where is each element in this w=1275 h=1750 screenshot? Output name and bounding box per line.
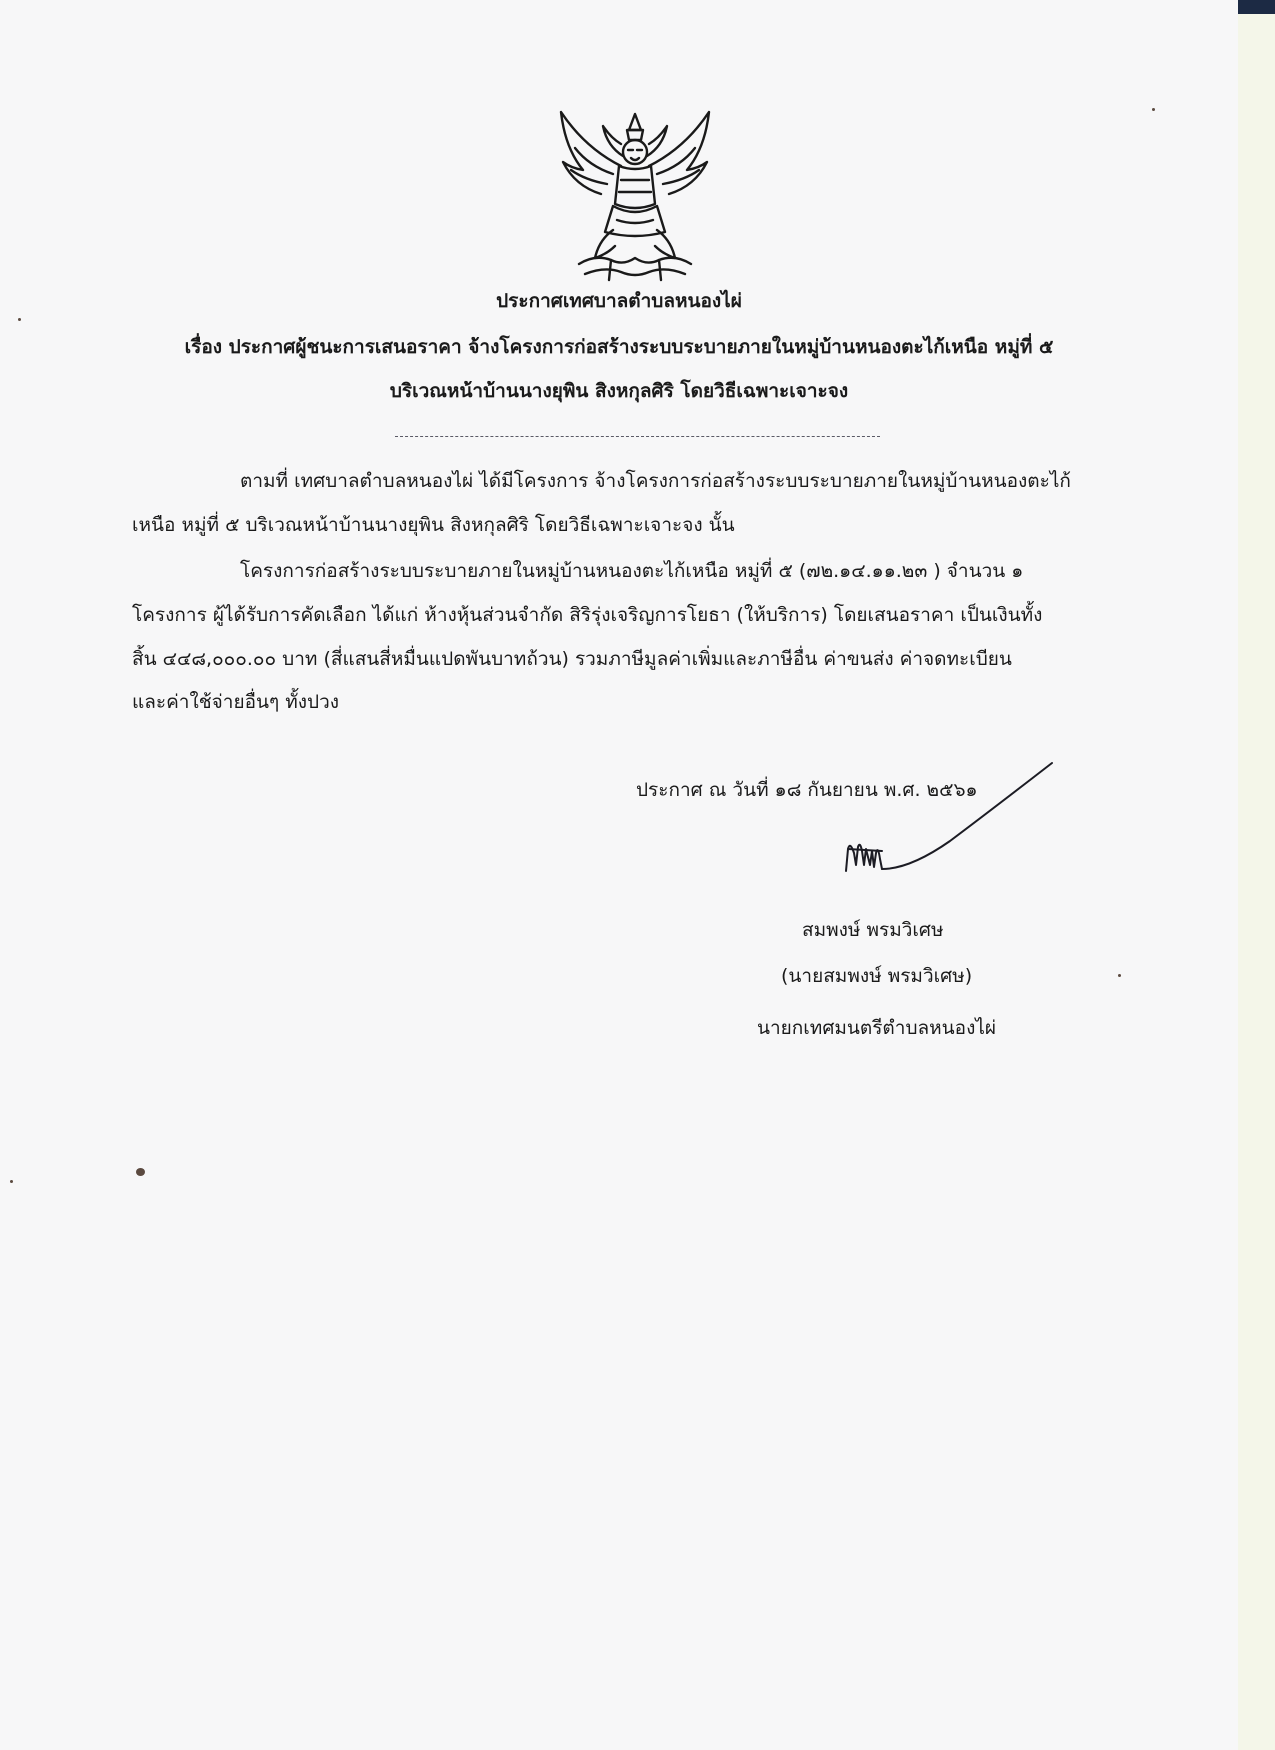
signer-position: นายกเทศมนตรีตำบลหนองไผ่ — [757, 1017, 997, 1039]
scanner-edge — [1238, 0, 1275, 1750]
paragraph-2-line-4: และค่าใช้จ่ายอื่นๆ ทั้งปวง — [132, 691, 340, 713]
scan-speck — [10, 1180, 13, 1183]
subject-line-1: เรื่อง ประกาศผู้ชนะการเสนอราคา จ้างโครงการก่อสร้างระบบระบายภายในหมู่บ้านหนองตะไก้เหนือ หมู่ที่ ๕ — [184, 336, 1054, 358]
title-divider — [395, 436, 880, 437]
scan-speck — [1118, 974, 1121, 977]
garuda-emblem-icon — [555, 108, 715, 286]
paragraph-1-line-1: ตามที่ เทศบาลตำบลหนองไผ่ ได้มีโครงการ จ้างโครงการก่อสร้างระบบระบายภายในหมู่บ้านหนองตะไก้ — [240, 470, 1071, 492]
paragraph-2-line-2: โครงการ ผู้ได้รับการคัดเลือก ได้แก่ ห้างหุ้นส่วนจำกัด สิริรุ่งเจริญการโยธา (ให้บริการ) โดยเสนอราคา เป็นเงินทั้ง — [132, 604, 1043, 626]
subject-line-2: บริเวณหน้าบ้านนางยุพิน สิงหกุลศิริ โดยวิธีเฉพาะเจาะจง — [389, 380, 849, 402]
document-title: ประกาศเทศบาลตำบลหนองไผ่ — [496, 290, 742, 312]
paragraph-1-line-2: เหนือ หมู่ที่ ๕ บริเวณหน้าบ้านนางยุพิน สิงหกุลศิริ โดยวิธีเฉพาะเจาะจง นั้น — [132, 514, 735, 536]
scanner-edge-mark — [1238, 0, 1275, 14]
paragraph-2-line-1: โครงการก่อสร้างระบบระบายภายในหมู่บ้านหนองตะไก้เหนือ หมู่ที่ ๕ (๗๒.๑๔.๑๑.๒๓ ) จำนวน ๑ — [240, 560, 1024, 582]
signer-name: สมพงษ์ พรมวิเศษ — [802, 919, 944, 941]
scan-speck — [1152, 108, 1155, 111]
scan-speck — [18, 318, 21, 321]
scan-speck — [136, 1168, 145, 1176]
signer-full-name: (นายสมพงษ์ พรมวิเศษ) — [781, 965, 973, 987]
handwritten-signature — [840, 755, 1060, 875]
announcement-date: ประกาศ ณ วันที่ ๑๘ กันยายน พ.ศ. ๒๕๖๑ — [636, 779, 978, 801]
paragraph-2-line-3: สิ้น ๔๔๘,๐๐๐.๐๐ บาท (สี่แสนสี่หมื่นแปดพันบาทถ้วน) รวมภาษีมูลค่าเพิ่มและภาษีอื่น ค่าขนส่ง ค่าจดทะเบียน — [132, 648, 1012, 670]
